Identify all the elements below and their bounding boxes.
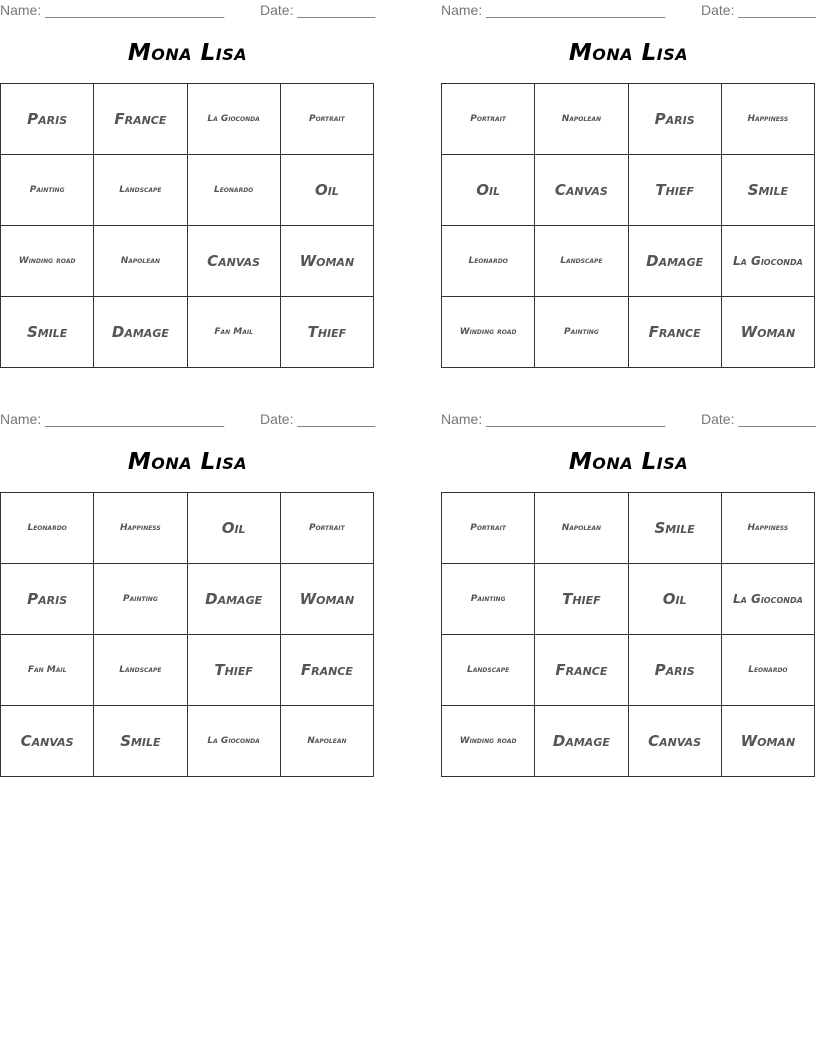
- bingo-cell: France: [280, 635, 373, 706]
- bingo-cell: Leonardo: [442, 226, 535, 297]
- bingo-cell: Damage: [535, 706, 628, 777]
- date-field: Date: __________: [701, 2, 816, 18]
- bingo-cell: Happiness: [721, 493, 814, 564]
- grid-row: [442, 84, 815, 155]
- bingo-cell: Painting: [94, 564, 187, 635]
- bingo-cell: Canvas: [535, 155, 628, 226]
- grid-row: [1, 155, 374, 226]
- grid-row: [442, 493, 815, 564]
- bingo-cell: Landscape: [94, 155, 187, 226]
- bingo-card-1: [0, 0, 376, 341]
- grid-row: [1, 564, 374, 635]
- bingo-cell: Portrait: [442, 84, 535, 155]
- grid-row: [442, 297, 815, 368]
- bingo-cell: Happiness: [94, 493, 187, 564]
- bingo-cell: Damage: [628, 226, 721, 297]
- bingo-cell: Napolean: [535, 84, 628, 155]
- bingo-cell: Portrait: [280, 493, 373, 564]
- bingo-card-2: [441, 0, 816, 341]
- grid-row: [442, 706, 815, 777]
- bingo-grid: [0, 83, 374, 368]
- grid-row: [1, 84, 374, 155]
- card-header: [441, 0, 816, 22]
- bingo-cell: Napolean: [280, 706, 373, 777]
- bingo-cell: Paris: [628, 635, 721, 706]
- bingo-cell: Woman: [280, 564, 373, 635]
- card-header: [441, 409, 816, 431]
- bingo-cell: Thief: [280, 297, 373, 368]
- name-field: Name: _______________________: [0, 411, 225, 427]
- bingo-cell: Woman: [721, 706, 814, 777]
- card-title: Mona Lisa: [568, 40, 689, 66]
- grid-row: [442, 635, 815, 706]
- card-header: [0, 0, 375, 22]
- bingo-cell: Landscape: [535, 226, 628, 297]
- name-field: Name: _______________________: [441, 2, 666, 18]
- bingo-cell: Oil: [187, 493, 280, 564]
- grid-row: [1, 493, 374, 564]
- bingo-cell: Painting: [535, 297, 628, 368]
- bingo-cell: Damage: [187, 564, 280, 635]
- grid-row: [1, 706, 374, 777]
- bingo-cell: Smile: [1, 297, 94, 368]
- bingo-cell: France: [628, 297, 721, 368]
- date-field: Date: __________: [260, 411, 376, 427]
- bingo-cell: Oil: [280, 155, 373, 226]
- bingo-cell: Painting: [442, 564, 535, 635]
- grid-row: [1, 297, 374, 368]
- bingo-cell: Napolean: [535, 493, 628, 564]
- bingo-cell: Napolean: [94, 226, 187, 297]
- grid-row: [1, 635, 374, 706]
- name-field: Name: _______________________: [441, 411, 666, 427]
- bingo-cell: Landscape: [94, 635, 187, 706]
- bingo-cell: Landscape: [442, 635, 535, 706]
- bingo-cell: Thief: [187, 635, 280, 706]
- bingo-cell: Winding road: [442, 297, 535, 368]
- bingo-grid: [441, 492, 815, 777]
- bingo-cell: La Gioconda: [721, 564, 814, 635]
- bingo-cell: Portrait: [280, 84, 373, 155]
- bingo-cell: Winding road: [1, 226, 94, 297]
- bingo-cell: Canvas: [628, 706, 721, 777]
- bingo-cell: Paris: [1, 84, 94, 155]
- bingo-cell: Paris: [1, 564, 94, 635]
- bingo-cell: La Gioconda: [721, 226, 814, 297]
- bingo-cell: Leonardo: [721, 635, 814, 706]
- bingo-cell: La Gioconda: [187, 84, 280, 155]
- bingo-cell: Leonardo: [1, 493, 94, 564]
- card-title: Mona Lisa: [127, 449, 248, 475]
- bingo-cell: Winding road: [442, 706, 535, 777]
- date-field: Date: __________: [260, 2, 376, 18]
- bingo-cell: Happiness: [721, 84, 814, 155]
- bingo-grid: [441, 83, 815, 368]
- bingo-cell: Woman: [721, 297, 814, 368]
- bingo-cell: Smile: [628, 493, 721, 564]
- grid-row: [442, 155, 815, 226]
- bingo-cell: Thief: [535, 564, 628, 635]
- bingo-cell: Thief: [628, 155, 721, 226]
- bingo-cell: Portrait: [442, 493, 535, 564]
- bingo-cell: Damage: [94, 297, 187, 368]
- bingo-cell: La Gioconda: [187, 706, 280, 777]
- bingo-cell: Smile: [94, 706, 187, 777]
- card-header: [0, 409, 375, 431]
- bingo-cell: Smile: [721, 155, 814, 226]
- bingo-cell: Paris: [628, 84, 721, 155]
- grid-row: [1, 226, 374, 297]
- grid-row: [442, 564, 815, 635]
- bingo-cell: Fan Mail: [1, 635, 94, 706]
- bingo-cell: Fan Mail: [187, 297, 280, 368]
- name-field: Name: _______________________: [0, 2, 225, 18]
- card-title: Mona Lisa: [568, 449, 689, 475]
- bingo-cell: Oil: [442, 155, 535, 226]
- card-title: Mona Lisa: [127, 40, 248, 66]
- bingo-cell: Woman: [280, 226, 373, 297]
- bingo-cell: Painting: [1, 155, 94, 226]
- bingo-cell: Leonardo: [187, 155, 280, 226]
- bingo-cell: France: [535, 635, 628, 706]
- bingo-cell: Canvas: [1, 706, 94, 777]
- bingo-card-3: [0, 409, 376, 750]
- bingo-card-4: [441, 409, 816, 750]
- bingo-grid: [0, 492, 374, 777]
- bingo-cell: Oil: [628, 564, 721, 635]
- bingo-cell: France: [94, 84, 187, 155]
- date-field: Date: __________: [701, 411, 816, 427]
- grid-row: [442, 226, 815, 297]
- bingo-cell: Canvas: [187, 226, 280, 297]
